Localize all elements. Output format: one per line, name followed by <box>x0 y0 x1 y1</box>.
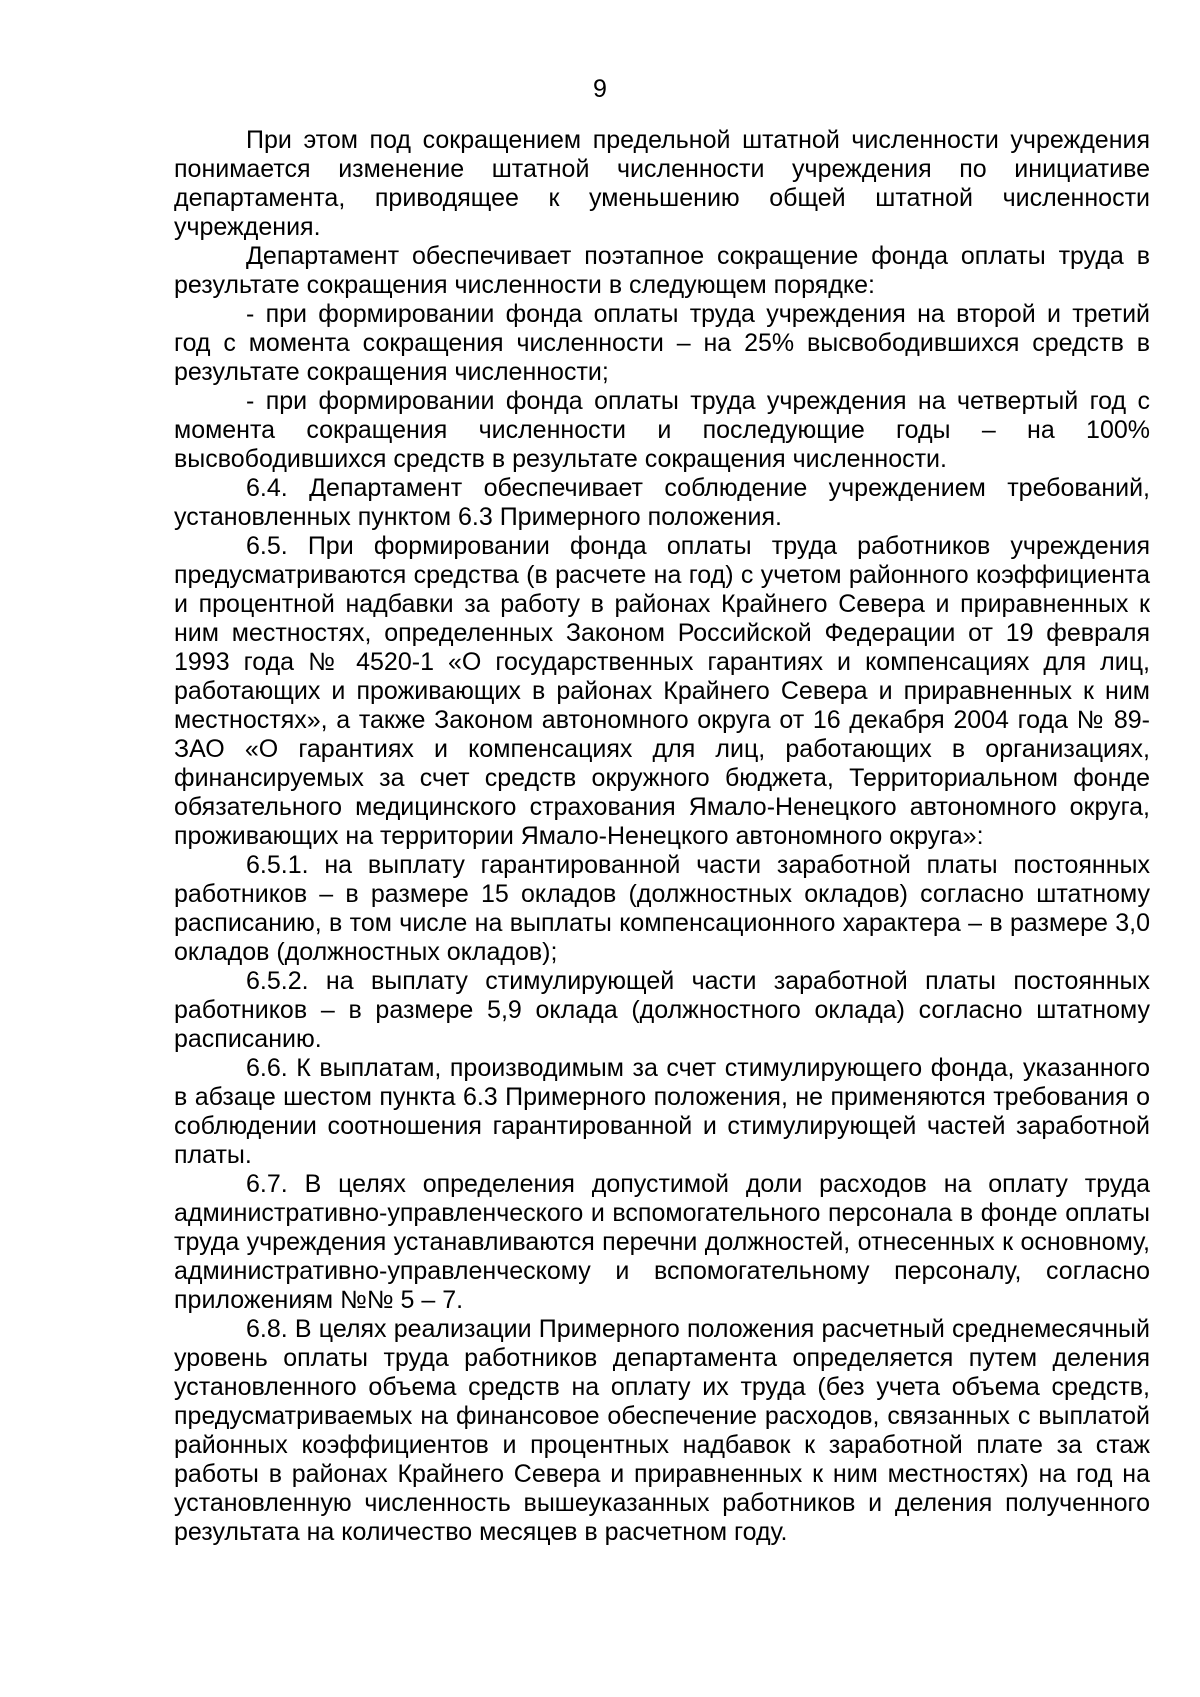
paragraph-6-5-2: 6.5.2. на выплату стимулирующей части заработной платы постоянных работников – в размере 5,9 оклада (должностного оклада) согласно штатному расписанию. <box>174 967 1150 1053</box>
paragraph-6-5-1: 6.5.1. на выплату гарантированной части заработной платы постоянных работников – в размере 15 окладов (должностных окладов) согласно штатному расписанию, в том числе на выплаты компенсационного характера – в размере 3,0 окладов (должностных окладов); <box>174 851 1150 966</box>
page-number: 9 <box>593 75 607 103</box>
paragraph-6-6: 6.6. К выплатам, производимым за счет стимулирующего фонда, указанного в абзаце шестом пункта 6.3 Примерного положения, не применяются требования о соблюдении соотношения гарантированной и стимулирующей частей заработной платы. <box>174 1054 1150 1169</box>
paragraph-6-5: 6.5. При формировании фонда оплаты труда работников учреждения предусматриваются средства (в расчете на год) с учетом районного коэффициента и процентной надбавки за работу в районах Крайнего Севера и приравненных к ним местностях, определенных Законом Российской Федерации от 19 февраля 1993 года № 4520-1 «О государственных гарантиях и компенсациях для лиц, работающих и проживающих в районах Крайнего Севера и приравненных к ним местностях», а также Законом автономного округа от 16 декабря 2004 года № 89-ЗАО «О гарантиях и компенсациях для лиц, работающих в организациях, финансируемых за счет средств окружного бюджета, Территориальном фонде обязательного медицинского страхования Ямало-Ненецкого автономного округа, проживающих на территории Ямало-Ненецкого автономного округа»: <box>174 532 1150 850</box>
paragraph-6-4: 6.4. Департамент обеспечивает соблюдение учреждением требований, установленных пунктом 6.3 Примерного положения. <box>174 474 1150 531</box>
paragraph-fourth-year: - при формировании фонда оплаты труда учреждения на четвертый год с момента сокращения численности и последующие годы – на 100% высвободившихся средств в результате сокращения численности. <box>174 387 1150 473</box>
paragraph-reduction-definition: При этом под сокращением предельной штатной численности учреждения понимается изменение штатной численности учреждения по инициативе департамента, приводящее к уменьшению общей штатной численности учреждения. <box>174 126 1150 241</box>
document-body <box>174 126 1150 1547</box>
paragraph-6-8: 6.8. В целях реализации Примерного положения расчетный среднемесячный уровень оплаты труда работников департамента определяется путем деления установленного объема средств на оплату их труда (без учета объема средств, предусматриваемых на финансовое обеспечение расходов, связанных с выплатой районных коэффициентов и процентных надбавок к заработной плате за стаж работы в районах Крайнего Севера и приравненных к ним местностях) на год на установленную численность вышеуказанных работников и деления полученного результата на количество месяцев в расчетном году. <box>174 1315 1150 1546</box>
paragraph-phased-reduction: Департамент обеспечивает поэтапное сокращение фонда оплаты труда в результате сокращения численности в следующем порядке: <box>174 242 1150 299</box>
paragraph-second-third-year: - при формировании фонда оплаты труда учреждения на второй и третий год с момента сокращения численности – на 25% высвободившихся средств в результате сокращения численности; <box>174 300 1150 386</box>
paragraph-6-7: 6.7. В целях определения допустимой доли расходов на оплату труда административно-управленческого и вспомогательного персонала в фонде оплаты труда учреждения устанавливаются перечни должностей, отнесенных к основному, административно-управленческому и вспомогательному персоналу, согласно приложениям №№ 5 – 7. <box>174 1170 1150 1314</box>
